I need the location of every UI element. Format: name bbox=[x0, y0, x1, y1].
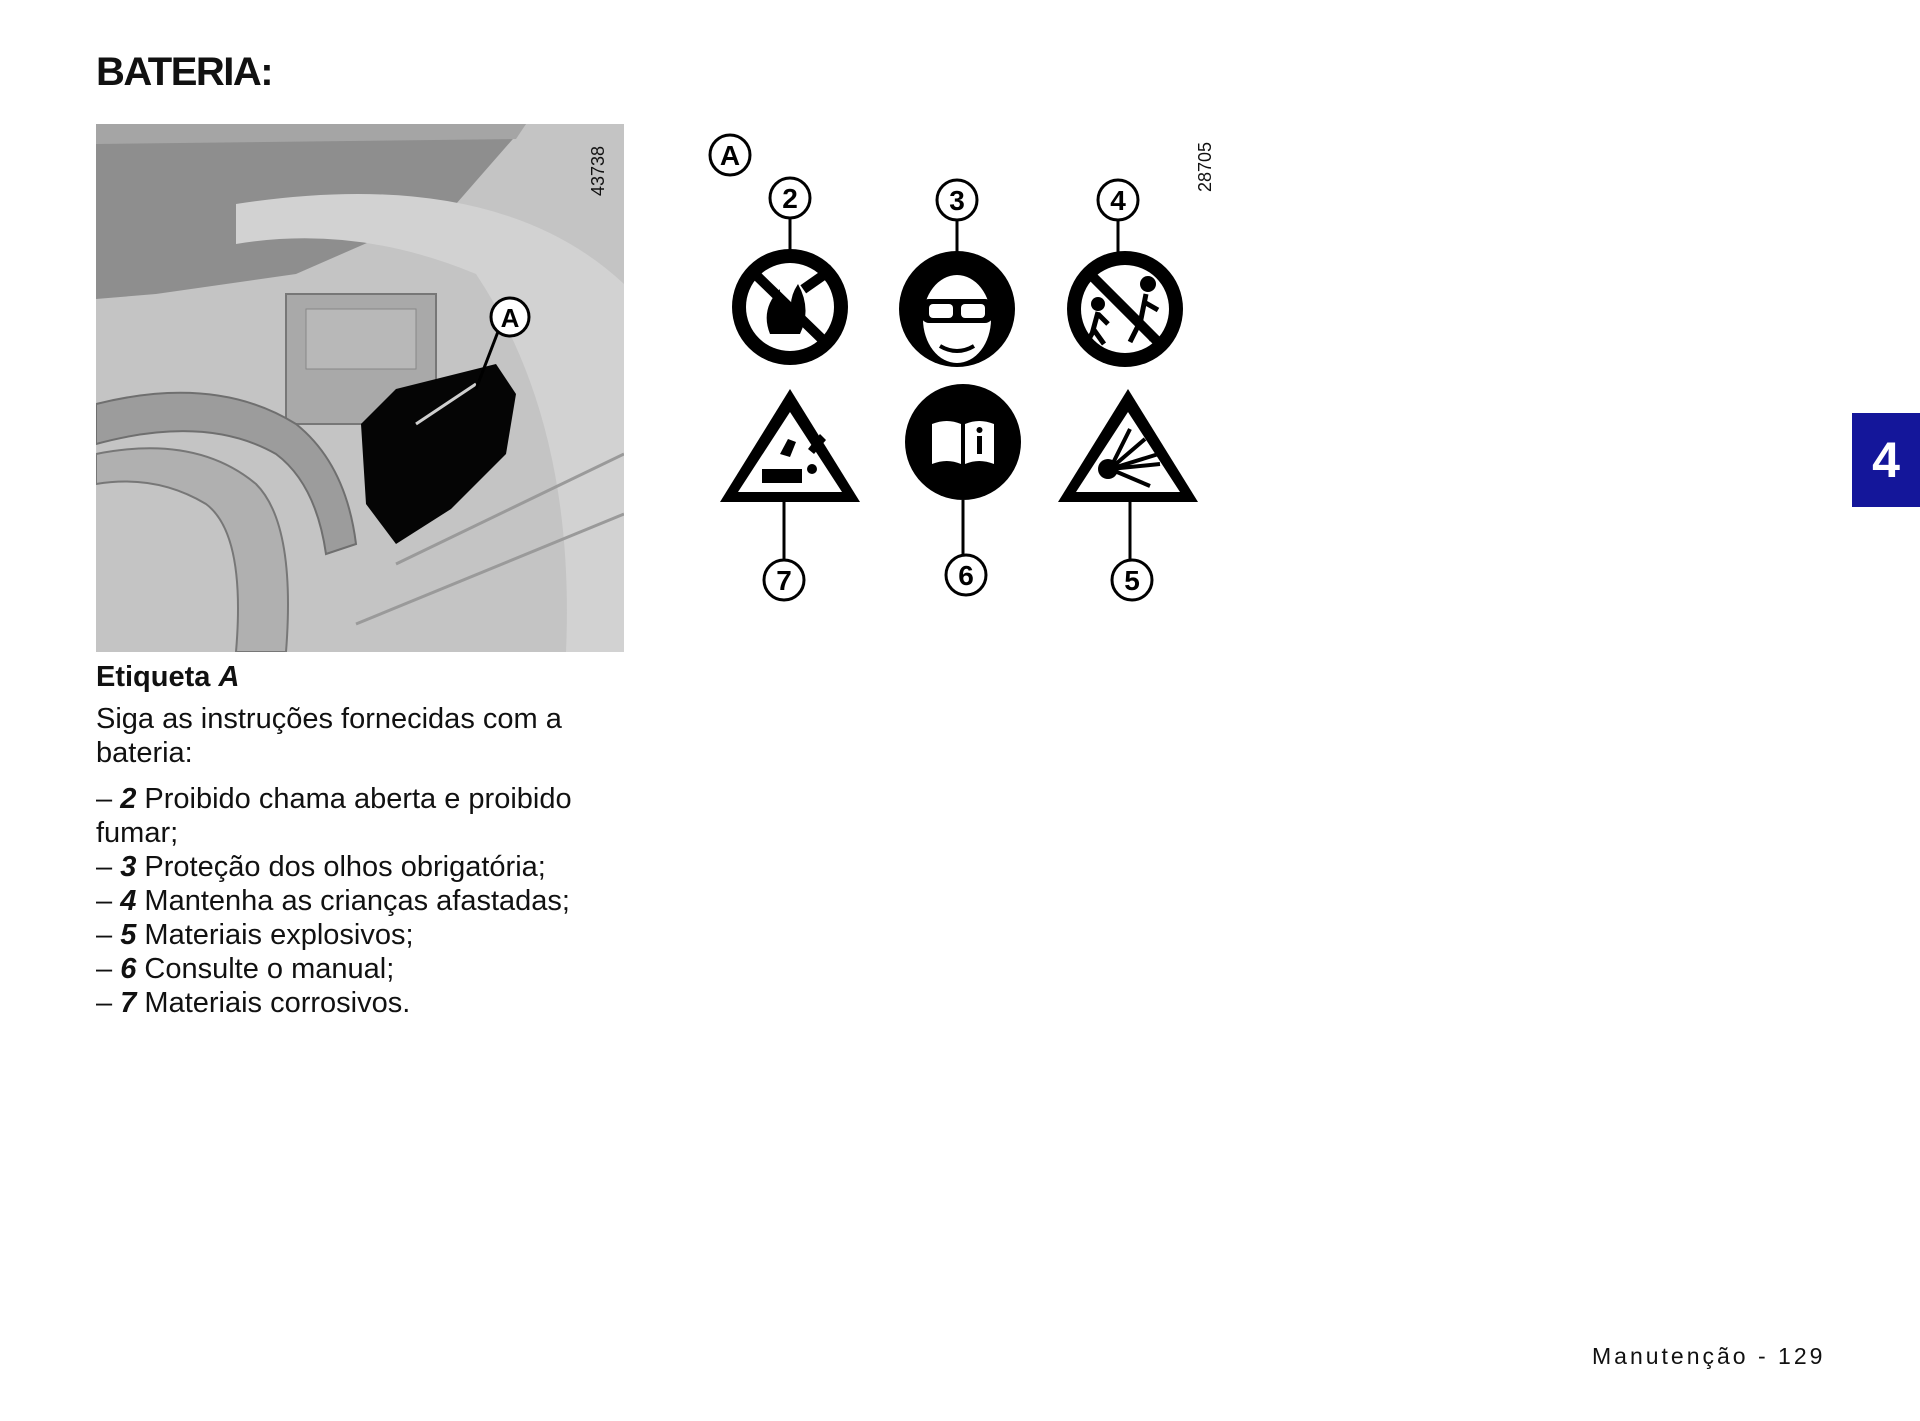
label-figure-code: 28705 bbox=[1195, 141, 1215, 192]
list-item: – 7 Materiais corrosivos. bbox=[96, 987, 411, 1019]
list-item: – 4 Mantenha as crianças afastadas; bbox=[96, 885, 570, 917]
page-footer: Manutenção - 129 bbox=[1592, 1343, 1826, 1369]
keep-children-away-icon bbox=[1067, 251, 1183, 367]
battery-label-description bbox=[96, 660, 636, 1020]
list-item: – 5 Materiais explosivos; bbox=[96, 919, 414, 951]
list-item: – 3 Proteção dos olhos obrigatória; bbox=[96, 851, 546, 883]
caption-prefix: Etiqueta bbox=[96, 661, 211, 693]
no-open-flame-no-smoking-icon bbox=[732, 249, 848, 365]
engine-figure-code: 43738 bbox=[588, 145, 608, 196]
caption-letter: A bbox=[218, 661, 240, 693]
corrosive-warning-icon bbox=[720, 389, 860, 502]
list-item: – 2 Proibido chama aberta e proibido fumar; bbox=[96, 783, 572, 849]
symbol-list bbox=[96, 782, 636, 1020]
chapter-tab[interactable]: 4 bbox=[1852, 413, 1920, 507]
consult-manual-icon bbox=[905, 384, 1021, 500]
intro-text: Siga as instruções fornecidas com a bateria: bbox=[96, 703, 562, 769]
symbol-number-6: 6 bbox=[958, 560, 974, 591]
page-title: BATERIA: bbox=[96, 50, 273, 94]
figure-caption bbox=[96, 660, 636, 694]
label-letter: A bbox=[719, 140, 741, 171]
engine-bay-image bbox=[96, 124, 624, 652]
explosive-warning-icon bbox=[1058, 389, 1198, 502]
symbol-number-4: 4 bbox=[1110, 185, 1126, 216]
symbol-number-2: 2 bbox=[782, 183, 798, 214]
symbol-number-7: 7 bbox=[776, 565, 792, 596]
battery-label-symbols bbox=[700, 124, 1220, 624]
symbol-number-3: 3 bbox=[949, 185, 965, 216]
engine-callout-letter: A bbox=[500, 303, 520, 333]
list-item: – 6 Consulte o manual; bbox=[96, 953, 395, 985]
eye-protection-icon bbox=[899, 251, 1015, 367]
symbol-number-5: 5 bbox=[1124, 565, 1140, 596]
